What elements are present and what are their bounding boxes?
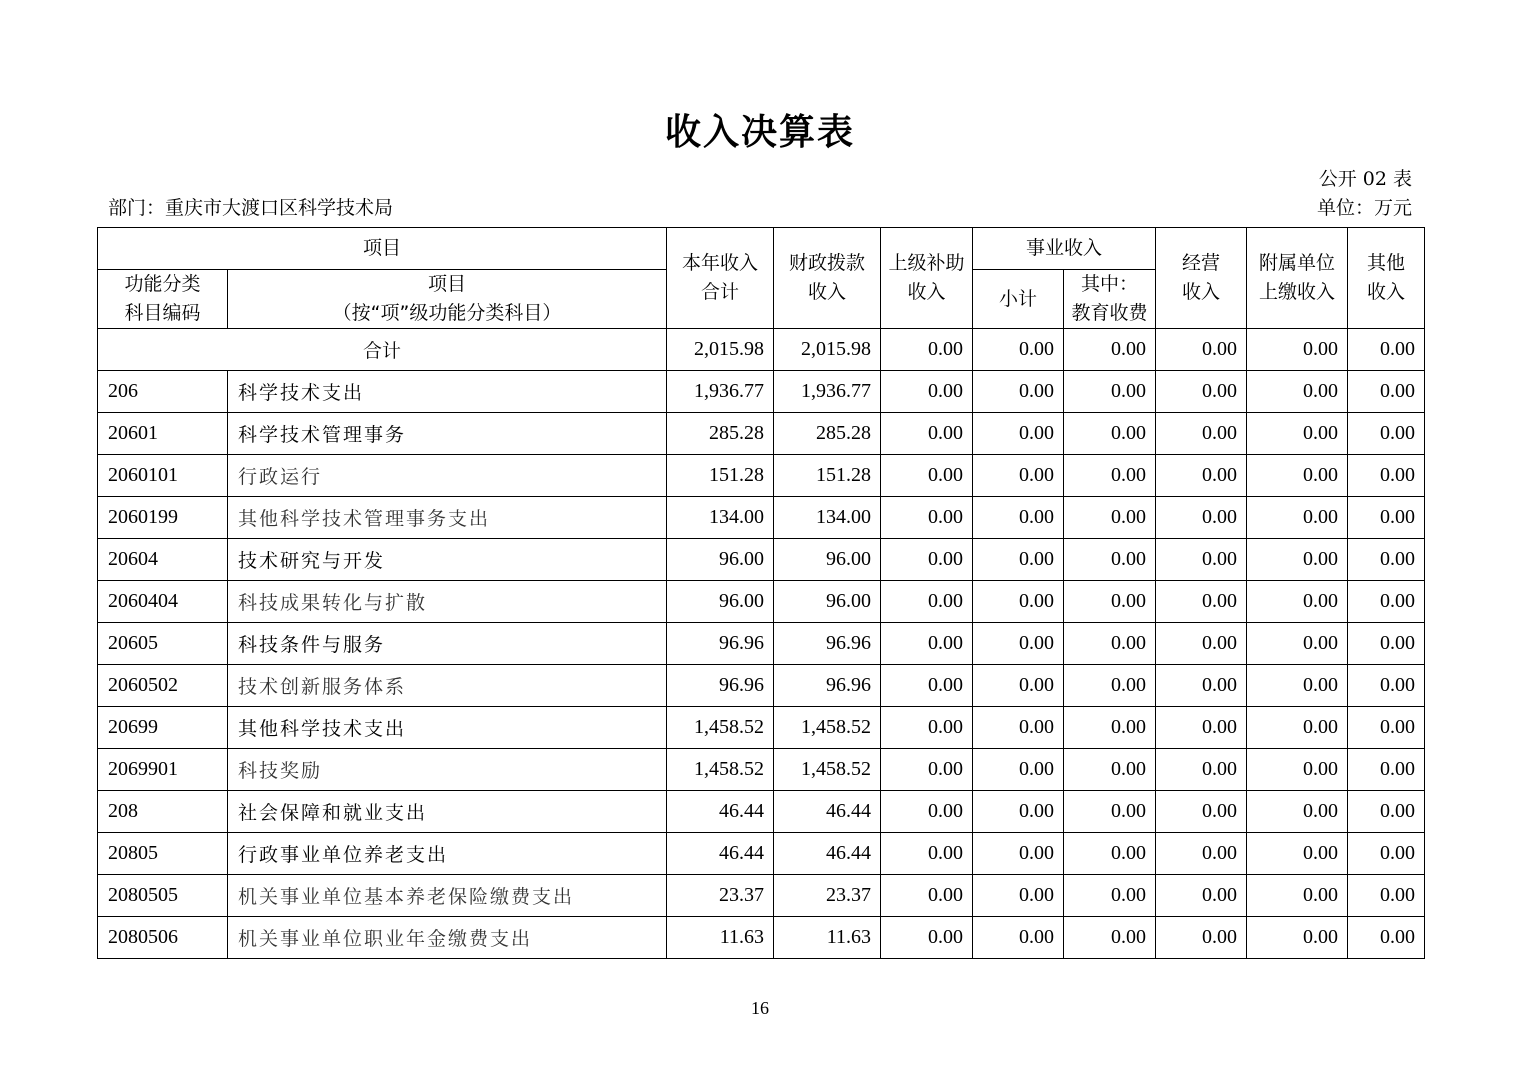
amount-cell: 0.00 xyxy=(881,413,973,455)
total-label: 合计 xyxy=(98,329,667,371)
subject-code-cell: 2060502 xyxy=(98,665,228,707)
amount-cell: 1,936.77 xyxy=(774,371,881,413)
amount-cell: 96.00 xyxy=(667,539,774,581)
amount-cell: 96.00 xyxy=(774,581,881,623)
amount-cell: 285.28 xyxy=(667,413,774,455)
amount-cell: 0.00 xyxy=(1348,749,1425,791)
amount-cell: 0.00 xyxy=(1348,539,1425,581)
table-row xyxy=(98,749,1425,791)
total-cell: 2,015.98 xyxy=(667,329,774,371)
total-cell: 0.00 xyxy=(1348,329,1425,371)
amount-cell: 0.00 xyxy=(1156,539,1247,581)
amount-cell: 0.00 xyxy=(1156,665,1247,707)
amount-cell: 0.00 xyxy=(881,539,973,581)
amount-cell: 0.00 xyxy=(1156,749,1247,791)
amount-cell: 11.63 xyxy=(774,917,881,959)
total-cell: 0.00 xyxy=(1247,329,1348,371)
amount-cell: 0.00 xyxy=(1348,791,1425,833)
amount-cell: 46.44 xyxy=(774,791,881,833)
income-table xyxy=(97,227,1425,959)
project-header: 项目 xyxy=(98,228,667,270)
amount-cell: 0.00 xyxy=(1247,875,1348,917)
amount-cell: 0.00 xyxy=(1156,875,1247,917)
amount-cell: 0.00 xyxy=(1247,539,1348,581)
amount-cell: 0.00 xyxy=(1348,917,1425,959)
amount-cell: 0.00 xyxy=(1348,665,1425,707)
amount-cell: 0.00 xyxy=(1156,371,1247,413)
amount-cell: 151.28 xyxy=(774,455,881,497)
subject-name-cell: 科技成果转化与扩散 xyxy=(228,581,667,623)
subject-name-cell: 机关事业单位职业年金缴费支出 xyxy=(228,917,667,959)
amount-cell: 0.00 xyxy=(1064,455,1156,497)
amount-cell: 0.00 xyxy=(1247,833,1348,875)
subject-code-cell: 20699 xyxy=(98,707,228,749)
form-number: 公开 02 表 xyxy=(1318,168,1412,190)
subject-code-cell: 20601 xyxy=(98,413,228,455)
amount-cell: 0.00 xyxy=(973,539,1064,581)
total-cell: 0.00 xyxy=(973,329,1064,371)
subject-code-cell: 20605 xyxy=(98,623,228,665)
amount-cell: 0.00 xyxy=(1064,707,1156,749)
item-name-header: 项目 （按“项”级功能分类科目） xyxy=(228,270,667,329)
subject-code-cell: 20604 xyxy=(98,539,228,581)
subject-code-cell: 2060404 xyxy=(98,581,228,623)
amount-cell: 46.44 xyxy=(667,833,774,875)
operating-income-header: 经营 收入 xyxy=(1156,228,1247,329)
amount-cell: 0.00 xyxy=(1064,413,1156,455)
subject-name-cell: 行政运行 xyxy=(228,455,667,497)
amount-cell: 0.00 xyxy=(1064,497,1156,539)
amount-cell: 0.00 xyxy=(1348,413,1425,455)
amount-cell: 0.00 xyxy=(973,917,1064,959)
table-row xyxy=(98,497,1425,539)
amount-cell: 0.00 xyxy=(973,623,1064,665)
amount-cell: 11.63 xyxy=(667,917,774,959)
amount-cell: 96.96 xyxy=(774,623,881,665)
amount-cell: 0.00 xyxy=(1247,371,1348,413)
page-number: 16 xyxy=(751,998,769,1018)
table-row xyxy=(98,623,1425,665)
amount-cell: 96.00 xyxy=(774,539,881,581)
amount-cell: 0.00 xyxy=(881,833,973,875)
total-cell: 2,015.98 xyxy=(774,329,881,371)
amount-cell: 0.00 xyxy=(973,371,1064,413)
amount-cell: 0.00 xyxy=(1064,371,1156,413)
table-row xyxy=(98,371,1425,413)
table-row xyxy=(98,875,1425,917)
amount-cell: 0.00 xyxy=(1247,665,1348,707)
total-cell: 0.00 xyxy=(1064,329,1156,371)
amount-cell: 0.00 xyxy=(1247,413,1348,455)
total-cell: 0.00 xyxy=(881,329,973,371)
table-row xyxy=(98,581,1425,623)
amount-cell: 0.00 xyxy=(1156,413,1247,455)
amount-cell: 0.00 xyxy=(1348,371,1425,413)
subject-name-cell: 科技奖励 xyxy=(228,749,667,791)
amount-cell: 0.00 xyxy=(1064,665,1156,707)
amount-cell: 0.00 xyxy=(973,791,1064,833)
table-row xyxy=(98,791,1425,833)
amount-cell: 0.00 xyxy=(1247,707,1348,749)
amount-cell: 0.00 xyxy=(1064,581,1156,623)
amount-cell: 0.00 xyxy=(1064,749,1156,791)
amount-cell: 0.00 xyxy=(1064,539,1156,581)
amount-cell: 0.00 xyxy=(973,497,1064,539)
amount-cell: 0.00 xyxy=(881,917,973,959)
amount-cell: 96.96 xyxy=(667,623,774,665)
amount-cell: 1,936.77 xyxy=(667,371,774,413)
amount-cell: 0.00 xyxy=(881,581,973,623)
code-header: 功能分类 科目编码 xyxy=(98,270,228,329)
amount-cell: 0.00 xyxy=(1247,455,1348,497)
subject-code-cell: 2080506 xyxy=(98,917,228,959)
amount-cell: 0.00 xyxy=(1348,875,1425,917)
amount-cell: 96.96 xyxy=(774,665,881,707)
subject-code-cell: 208 xyxy=(98,791,228,833)
amount-cell: 0.00 xyxy=(1156,455,1247,497)
subject-name-cell: 机关事业单位基本养老保险缴费支出 xyxy=(228,875,667,917)
amount-cell: 0.00 xyxy=(973,749,1064,791)
amount-cell: 46.44 xyxy=(774,833,881,875)
amount-cell: 96.00 xyxy=(667,581,774,623)
subject-name-cell: 行政事业单位养老支出 xyxy=(228,833,667,875)
amount-cell: 0.00 xyxy=(881,791,973,833)
amount-cell: 0.00 xyxy=(1064,623,1156,665)
subject-name-cell: 技术研究与开发 xyxy=(228,539,667,581)
amount-cell: 0.00 xyxy=(1247,581,1348,623)
subject-code-cell: 206 xyxy=(98,371,228,413)
subject-code-cell: 2069901 xyxy=(98,749,228,791)
total-cell: 0.00 xyxy=(1156,329,1247,371)
amount-cell: 0.00 xyxy=(1348,455,1425,497)
amount-cell: 0.00 xyxy=(973,707,1064,749)
table-row xyxy=(98,455,1425,497)
amount-cell: 0.00 xyxy=(973,875,1064,917)
subject-name-cell: 科学技术支出 xyxy=(228,371,667,413)
unit-label: 单位：万元 xyxy=(1316,197,1412,219)
amount-cell: 1,458.52 xyxy=(667,707,774,749)
affiliated-income-header: 附属单位 上缴收入 xyxy=(1247,228,1348,329)
subtotal-header: 小计 xyxy=(973,270,1064,329)
amount-cell: 0.00 xyxy=(973,413,1064,455)
table-row xyxy=(98,665,1425,707)
amount-cell: 0.00 xyxy=(1064,917,1156,959)
amount-cell: 0.00 xyxy=(881,623,973,665)
amount-cell: 0.00 xyxy=(881,455,973,497)
amount-cell: 0.00 xyxy=(1064,791,1156,833)
amount-cell: 134.00 xyxy=(667,497,774,539)
business-income-header: 事业收入 xyxy=(973,228,1156,270)
amount-cell: 0.00 xyxy=(881,749,973,791)
amount-cell: 1,458.52 xyxy=(774,749,881,791)
amount-cell: 151.28 xyxy=(667,455,774,497)
amount-cell: 0.00 xyxy=(973,833,1064,875)
subject-name-cell: 其他科学技术管理事务支出 xyxy=(228,497,667,539)
page-title: 收入决算表 xyxy=(664,112,855,153)
total-row xyxy=(98,329,1425,371)
amount-cell: 0.00 xyxy=(1247,917,1348,959)
table-row xyxy=(98,917,1425,959)
amount-cell: 0.00 xyxy=(1247,497,1348,539)
amount-cell: 0.00 xyxy=(973,665,1064,707)
subject-name-cell: 科技条件与服务 xyxy=(228,623,667,665)
table-row xyxy=(98,833,1425,875)
table-row xyxy=(98,413,1425,455)
amount-cell: 0.00 xyxy=(1156,707,1247,749)
amount-cell: 0.00 xyxy=(881,497,973,539)
amount-cell: 0.00 xyxy=(881,371,973,413)
amount-cell: 0.00 xyxy=(1348,497,1425,539)
amount-cell: 0.00 xyxy=(1156,791,1247,833)
subject-name-cell: 其他科学技术支出 xyxy=(228,707,667,749)
subject-code-cell: 2080505 xyxy=(98,875,228,917)
other-income-header: 其他 收入 xyxy=(1348,228,1425,329)
amount-cell: 0.00 xyxy=(1156,581,1247,623)
amount-cell: 0.00 xyxy=(973,581,1064,623)
amount-cell: 285.28 xyxy=(774,413,881,455)
amount-cell: 0.00 xyxy=(1247,749,1348,791)
amount-cell: 0.00 xyxy=(1247,791,1348,833)
amount-cell: 0.00 xyxy=(973,455,1064,497)
subject-code-cell: 2060101 xyxy=(98,455,228,497)
amount-cell: 134.00 xyxy=(774,497,881,539)
amount-cell: 0.00 xyxy=(1064,875,1156,917)
total-income-header: 本年收入 合计 xyxy=(667,228,774,329)
fiscal-income-header: 财政拨款 收入 xyxy=(774,228,881,329)
amount-cell: 0.00 xyxy=(881,665,973,707)
table-row xyxy=(98,539,1425,581)
subject-code-cell: 2060199 xyxy=(98,497,228,539)
subject-name-cell: 技术创新服务体系 xyxy=(228,665,667,707)
amount-cell: 0.00 xyxy=(1064,833,1156,875)
amount-cell: 0.00 xyxy=(1156,497,1247,539)
table-row xyxy=(98,707,1425,749)
amount-cell: 0.00 xyxy=(1348,623,1425,665)
amount-cell: 0.00 xyxy=(881,875,973,917)
amount-cell: 46.44 xyxy=(667,791,774,833)
amount-cell: 0.00 xyxy=(1156,623,1247,665)
subject-name-cell: 科学技术管理事务 xyxy=(228,413,667,455)
amount-cell: 23.37 xyxy=(667,875,774,917)
amount-cell: 0.00 xyxy=(1348,707,1425,749)
amount-cell: 0.00 xyxy=(1156,917,1247,959)
subject-name-cell: 社会保障和就业支出 xyxy=(228,791,667,833)
amount-cell: 23.37 xyxy=(774,875,881,917)
superior-subsidy-header: 上级补助 收入 xyxy=(881,228,973,329)
amount-cell: 0.00 xyxy=(1156,833,1247,875)
amount-cell: 0.00 xyxy=(881,707,973,749)
amount-cell: 0.00 xyxy=(1348,581,1425,623)
amount-cell: 0.00 xyxy=(1247,623,1348,665)
subject-code-cell: 20805 xyxy=(98,833,228,875)
education-fee-header: 其中： 教育收费 xyxy=(1064,270,1156,329)
amount-cell: 0.00 xyxy=(1348,833,1425,875)
department-label: 部门：重庆市大渡口区科学技术局 xyxy=(108,197,394,219)
amount-cell: 1,458.52 xyxy=(667,749,774,791)
amount-cell: 96.96 xyxy=(667,665,774,707)
amount-cell: 1,458.52 xyxy=(774,707,881,749)
